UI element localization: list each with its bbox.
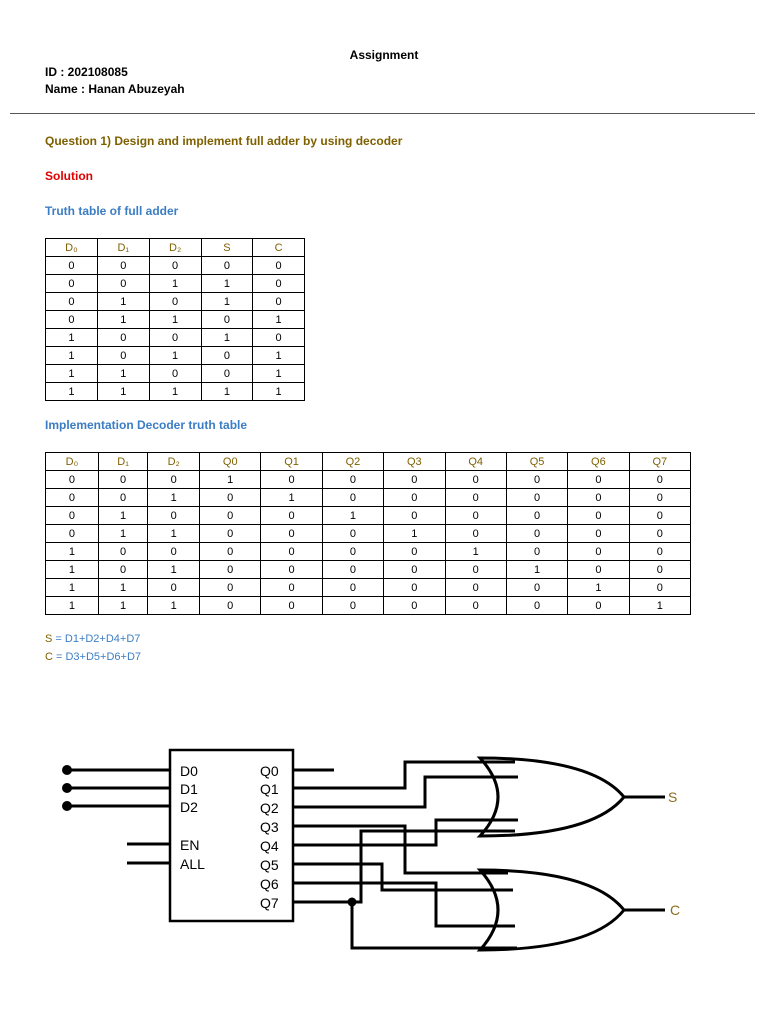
table-cell: 0: [629, 543, 690, 561]
decoder-input-label: D1: [180, 781, 198, 797]
table-cell: 0: [261, 507, 322, 525]
table-cell: 1: [148, 561, 200, 579]
table-cell: 1: [149, 311, 201, 329]
table-cell: 1: [568, 579, 629, 597]
table-row: [46, 507, 691, 525]
table-cell: 0: [506, 525, 567, 543]
table-cell: 0: [629, 471, 690, 489]
wire-q3: [293, 826, 508, 873]
table-cell: 0: [201, 347, 253, 365]
carry-equation-expr: = D3+D5+D6+D7: [52, 651, 142, 663]
table-cell: 1: [46, 579, 99, 597]
table-cell: 0: [445, 597, 506, 615]
table-cell: 1: [97, 311, 149, 329]
column-header: D₂: [149, 239, 201, 257]
table-cell: 0: [261, 597, 322, 615]
table-cell: 0: [384, 489, 445, 507]
table-cell: 1: [46, 383, 98, 401]
decoder-output-label: Q7: [260, 895, 279, 911]
table-cell: 0: [200, 507, 261, 525]
table-cell: 1: [629, 597, 690, 615]
table-cell: 1: [97, 365, 149, 383]
table-row: [46, 275, 305, 293]
table-row: [46, 311, 305, 329]
table-header-row: [46, 453, 691, 471]
table-cell: 0: [445, 561, 506, 579]
table-cell: 0: [46, 293, 98, 311]
table-cell: 0: [506, 579, 567, 597]
table-body: [46, 471, 691, 615]
column-header: D₂: [148, 453, 200, 471]
table-cell: 0: [46, 489, 99, 507]
table-cell: 0: [445, 471, 506, 489]
table-cell: 0: [322, 489, 383, 507]
table-cell: 0: [322, 579, 383, 597]
full-adder-truth-table: [45, 238, 305, 401]
table-cell: 1: [148, 489, 200, 507]
decoder-input-label: ALL: [180, 856, 205, 872]
decoder-output-label: Q6: [260, 876, 279, 892]
table-row: [46, 561, 691, 579]
column-header: Q7: [629, 453, 690, 471]
column-header: D₁: [97, 239, 149, 257]
table-cell: 0: [261, 525, 322, 543]
table-cell: 1: [253, 311, 305, 329]
table-cell: 0: [568, 489, 629, 507]
table-cell: 1: [149, 347, 201, 365]
table-cell: 0: [201, 311, 253, 329]
column-header: Q4: [445, 453, 506, 471]
table-header-row: [46, 239, 305, 257]
table-cell: 1: [201, 383, 253, 401]
table-cell: 0: [629, 489, 690, 507]
table-row: [46, 329, 305, 347]
table-cell: 0: [46, 275, 98, 293]
header-divider: [10, 113, 755, 114]
table-cell: 0: [200, 597, 261, 615]
decoder-output-label: Q1: [260, 781, 279, 797]
table-cell: 0: [568, 543, 629, 561]
table-cell: 0: [149, 257, 201, 275]
wire-q1: [293, 762, 515, 788]
or-gate-s: [480, 758, 624, 836]
table-cell: 0: [98, 543, 148, 561]
table-cell: 0: [506, 543, 567, 561]
table-cell: 1: [97, 293, 149, 311]
table-cell: 0: [445, 579, 506, 597]
sum-equation-label: S: [45, 633, 53, 645]
table-cell: 0: [568, 525, 629, 543]
table-cell: 0: [148, 507, 200, 525]
table-cell: 0: [201, 257, 253, 275]
table-cell: 0: [568, 561, 629, 579]
table-cell: 0: [322, 525, 383, 543]
table-cell: 0: [98, 489, 148, 507]
table-cell: 0: [253, 275, 305, 293]
table-cell: 0: [384, 543, 445, 561]
table-cell: 0: [629, 525, 690, 543]
table-cell: 1: [46, 329, 98, 347]
input-node-d2: [62, 801, 72, 811]
table-row: [46, 365, 305, 383]
table-cell: 1: [201, 293, 253, 311]
table-cell: 0: [253, 257, 305, 275]
table-cell: 0: [46, 507, 99, 525]
table-cell: 0: [149, 293, 201, 311]
table-cell: 1: [253, 383, 305, 401]
table-cell: 0: [261, 561, 322, 579]
table-cell: 0: [568, 507, 629, 525]
decoder-table-heading: Implementation Decoder truth table: [45, 418, 248, 432]
student-name: [45, 82, 185, 96]
table-cell: 0: [384, 561, 445, 579]
table-cell: 0: [148, 471, 200, 489]
decoder-output-label: Q0: [260, 763, 279, 779]
table-cell: 1: [148, 597, 200, 615]
column-header: Q2: [322, 453, 383, 471]
table-cell: 0: [46, 471, 99, 489]
table-cell: 0: [322, 561, 383, 579]
table-cell: 0: [98, 471, 148, 489]
table-cell: 0: [98, 561, 148, 579]
table-cell: 0: [97, 275, 149, 293]
table-cell: 0: [261, 579, 322, 597]
table-cell: 1: [445, 543, 506, 561]
table-cell: 0: [261, 471, 322, 489]
table-cell: 0: [97, 347, 149, 365]
table-cell: 0: [253, 293, 305, 311]
table-cell: 0: [149, 329, 201, 347]
table-cell: 0: [200, 525, 261, 543]
table-cell: 1: [46, 347, 98, 365]
column-header: Q3: [384, 453, 445, 471]
table-cell: 1: [384, 525, 445, 543]
table-cell: 1: [46, 543, 99, 561]
table-cell: 0: [506, 597, 567, 615]
table-row: [46, 525, 691, 543]
or-gate-c: [480, 870, 624, 950]
column-header: D₁: [98, 453, 148, 471]
table-cell: 0: [253, 329, 305, 347]
table-row: [46, 579, 691, 597]
table-cell: 0: [46, 257, 98, 275]
table-cell: 0: [629, 579, 690, 597]
sum-equation: [45, 633, 140, 645]
table-cell: 0: [200, 543, 261, 561]
table-row: [46, 383, 305, 401]
column-header: Q6: [568, 453, 629, 471]
table-cell: 0: [506, 489, 567, 507]
table-cell: 1: [506, 561, 567, 579]
table-cell: 0: [322, 597, 383, 615]
decoder-truth-table: [45, 452, 691, 615]
table-cell: 1: [261, 489, 322, 507]
table-cell: 0: [445, 489, 506, 507]
table-cell: 0: [148, 579, 200, 597]
column-header: S: [201, 239, 253, 257]
decoder-input-label: D0: [180, 763, 198, 779]
table-cell: 0: [200, 561, 261, 579]
output-label-c: C: [670, 902, 681, 918]
id-label: ID :: [45, 65, 68, 79]
question-heading: Question 1) Design and implement full adder by using decoder: [45, 134, 403, 148]
table-cell: 0: [261, 543, 322, 561]
column-header: Q0: [200, 453, 261, 471]
table-row: [46, 347, 305, 365]
table-cell: 1: [201, 275, 253, 293]
table-cell: 0: [46, 525, 99, 543]
table-cell: 0: [629, 561, 690, 579]
table-cell: 1: [149, 383, 201, 401]
solution-label: Solution: [45, 169, 93, 183]
table-cell: 0: [322, 543, 383, 561]
table-cell: 1: [98, 579, 148, 597]
column-header: Q1: [261, 453, 322, 471]
table-cell: 0: [568, 597, 629, 615]
column-header: D₀: [46, 239, 98, 257]
table-cell: 1: [46, 561, 99, 579]
column-header: C: [253, 239, 305, 257]
junction-node-q7: [348, 898, 357, 907]
table-cell: 0: [200, 489, 261, 507]
full-adder-circuit-diagram: [0, 700, 768, 960]
table-cell: 1: [200, 471, 261, 489]
table-cell: 0: [506, 471, 567, 489]
table-cell: 0: [445, 507, 506, 525]
table-cell: 0: [148, 543, 200, 561]
table-body: [46, 257, 305, 401]
table-row: [46, 543, 691, 561]
table-cell: 1: [46, 365, 98, 383]
table-cell: 1: [98, 507, 148, 525]
table-cell: 1: [148, 525, 200, 543]
page-title: Assignment: [349, 48, 419, 62]
table-row: [46, 471, 691, 489]
full-adder-table-heading: Truth table of full adder: [45, 204, 179, 218]
table-cell: 0: [97, 257, 149, 275]
table-cell: 0: [46, 311, 98, 329]
table-cell: 1: [98, 597, 148, 615]
input-node-d0: [62, 765, 72, 775]
table-cell: 1: [97, 383, 149, 401]
name-value: Hanan Abuzeyah: [88, 82, 185, 96]
table-cell: 0: [629, 507, 690, 525]
wire-q5: [293, 864, 513, 890]
table-row: [46, 293, 305, 311]
table-row: [46, 257, 305, 275]
table-cell: 0: [322, 471, 383, 489]
table-cell: 1: [149, 275, 201, 293]
carry-equation: [45, 651, 141, 663]
column-header: Q5: [506, 453, 567, 471]
table-cell: 1: [253, 347, 305, 365]
decoder-output-label: Q4: [260, 838, 279, 854]
table-cell: 1: [322, 507, 383, 525]
table-cell: 0: [445, 525, 506, 543]
table-cell: 1: [253, 365, 305, 383]
name-label: Name :: [45, 82, 89, 96]
student-id: [45, 65, 128, 79]
carry-equation-label: C: [45, 651, 53, 663]
decoder-output-label: Q3: [260, 819, 279, 835]
decoder-output-label: Q5: [260, 857, 279, 873]
output-label-s: S: [668, 789, 678, 805]
table-row: [46, 597, 691, 615]
id-value: 202108085: [67, 65, 128, 79]
decoder-input-label: EN: [180, 837, 200, 853]
table-cell: 0: [200, 579, 261, 597]
table-cell: 1: [201, 329, 253, 347]
table-cell: 1: [98, 525, 148, 543]
table-cell: 0: [201, 365, 253, 383]
table-cell: 0: [568, 471, 629, 489]
table-row: [46, 489, 691, 507]
table-cell: 0: [384, 507, 445, 525]
table-cell: 0: [97, 329, 149, 347]
table-cell: 1: [46, 597, 99, 615]
input-node-d1: [62, 783, 72, 793]
column-header: D₀: [46, 453, 99, 471]
decoder-input-label: D2: [180, 799, 198, 815]
table-cell: 0: [149, 365, 201, 383]
sum-equation-expr: = D1+D2+D4+D7: [52, 633, 141, 645]
table-cell: 0: [384, 579, 445, 597]
table-cell: 0: [384, 471, 445, 489]
table-cell: 0: [506, 507, 567, 525]
table-cell: 0: [384, 597, 445, 615]
decoder-output-label: Q2: [260, 800, 279, 816]
